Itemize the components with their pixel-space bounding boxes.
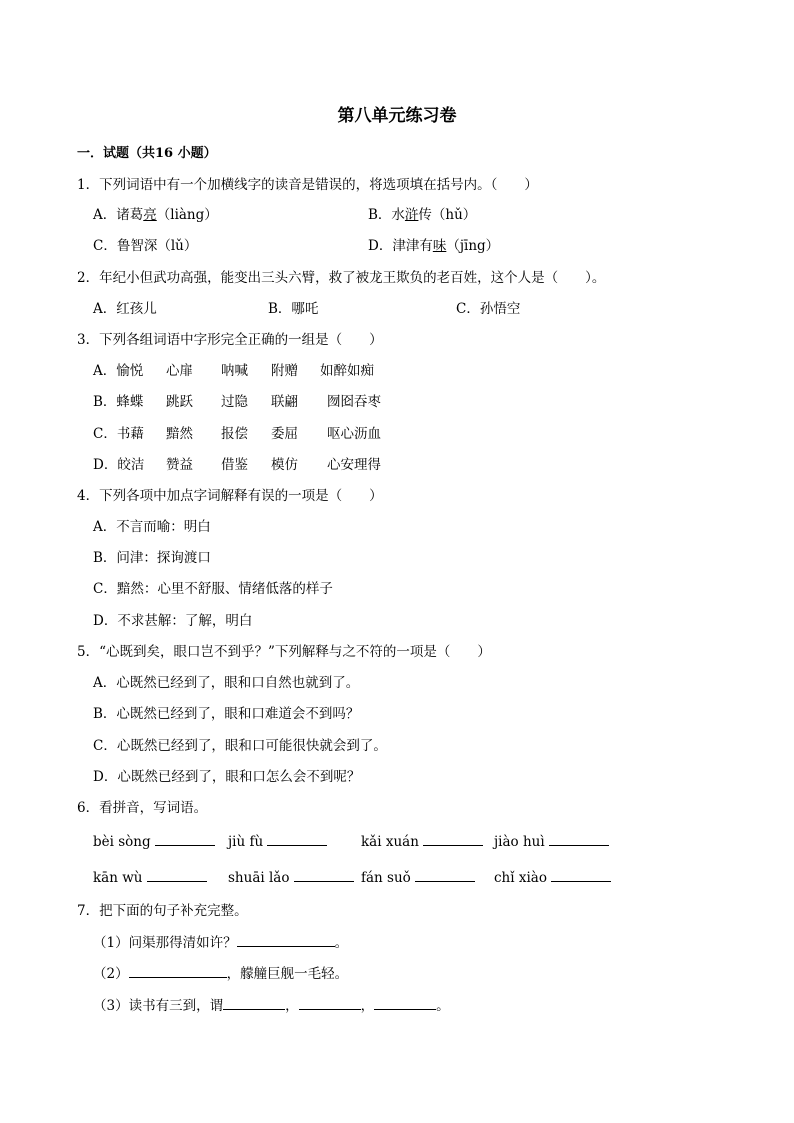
question-3-option-a: A．愉悦 [93,363,144,379]
pinyin-item: chǐ xiào [494,868,611,887]
question-3-word: 心扉 [166,363,193,379]
question-5-option-a: A．心既然已经到了，眼和口自然也就到了。 [93,675,360,691]
question-5-option-c: C．心既然已经到了，眼和口可能很快就会到了。 [93,738,387,754]
pinyin-item: shuāi lǎo [228,868,354,887]
question-1-option-a: A．诸葛亮（liàng） [93,207,218,223]
pinyin-item: bèi sòng [93,832,215,851]
question-2-option-b: B．哪吒 [268,301,319,317]
question-4-option-b: B．问津：探询渡口 [93,550,211,566]
question-2-option-a: A．红孩儿 [93,301,157,317]
question-3-word: 报偿 [221,426,248,442]
page-title: 第八单元练习卷 [337,106,457,126]
question-3-option-b: B．蜂蝶 [93,394,144,410]
question-3-option-c: C．书藉 [93,426,144,442]
pinyin-item: kān wù [93,868,207,887]
question-2-stem: 2．年纪小但武功高强，能变出三头六臂，救了被龙王欺负的老百姓，这个人是（ ）。 [77,270,606,286]
pinyin-item: jiào huì [494,832,609,851]
question-1-option-b: B．水浒传（hǔ） [368,207,477,223]
question-3-stem: 3．下列各组词语中字形完全正确的一组是（ ） [77,332,383,348]
pinyin-item: jiù fù [228,832,327,851]
question-4-option-a: A．不言而喻：明白 [93,519,211,535]
question-7-sentence-2: （2） ，艨艟巨舰一毛轻。 [93,966,349,982]
question-7-sentence-1: （1）问渠那得清如许？ 。 [93,935,349,951]
question-3-word: 赞益 [166,457,193,473]
question-1-option-d: D．津津有味（jīng） [368,238,500,254]
question-2-option-c: C．孙悟空 [456,301,521,317]
question-3-word: 如醉如痴 [320,363,374,379]
pinyin-item: fán suǒ [361,868,475,887]
question-4-option-c: C．黯然：心里不舒服、情绪低落的样子 [93,581,333,597]
question-3-word: 过隐 [221,394,248,410]
question-1-option-c: C．鲁智深（lǔ） [93,238,198,254]
question-3-word: 模仿 [271,457,298,473]
question-3-word: 呐喊 [221,363,248,379]
question-3-word: 借鉴 [221,457,248,473]
question-3-word: 附赠 [271,363,298,379]
question-5-option-b: B．心既然已经到了，眼和口难道会不到吗？ [93,706,360,722]
question-4-stem: 4．下列各项中加点字词解释有误的一项是（ ） [77,488,383,504]
question-4-option-d: D．不求甚解：了解，明白 [93,613,253,629]
question-3-word: 黯然 [166,426,193,442]
question-5-option-d: D．心既然已经到了，眼和口怎么会不到呢？ [93,769,361,785]
question-3-word: 委屈 [271,426,298,442]
question-3-word: 心安理得 [327,457,381,473]
question-1-stem: 1．下列词语中有一个加横线字的读音是错误的，将选项填在括号内。（ ） [77,177,538,193]
question-6-stem: 6．看拼音，写词语。 [77,800,208,816]
question-7-sentence-3: （3）读书有三到，谓 ， ， 。 [93,998,450,1014]
section-heading: 一．试题（共16 小题） [77,146,217,161]
question-7-stem: 7．把下面的句子补充完整。 [77,903,248,919]
question-3-word: 联翩 [271,394,298,410]
question-3-word: 囫囵吞枣 [327,394,381,410]
question-3-word: 呕心沥血 [327,426,381,442]
question-3-option-d: D．皎洁 [93,457,145,473]
pinyin-item: kǎi xuán [361,832,483,851]
question-5-stem: 5．“心既到矣，眼口岂不到乎？”下列解释与之不符的一项是（ ） [77,644,491,660]
question-3-word: 跳跃 [166,394,193,410]
